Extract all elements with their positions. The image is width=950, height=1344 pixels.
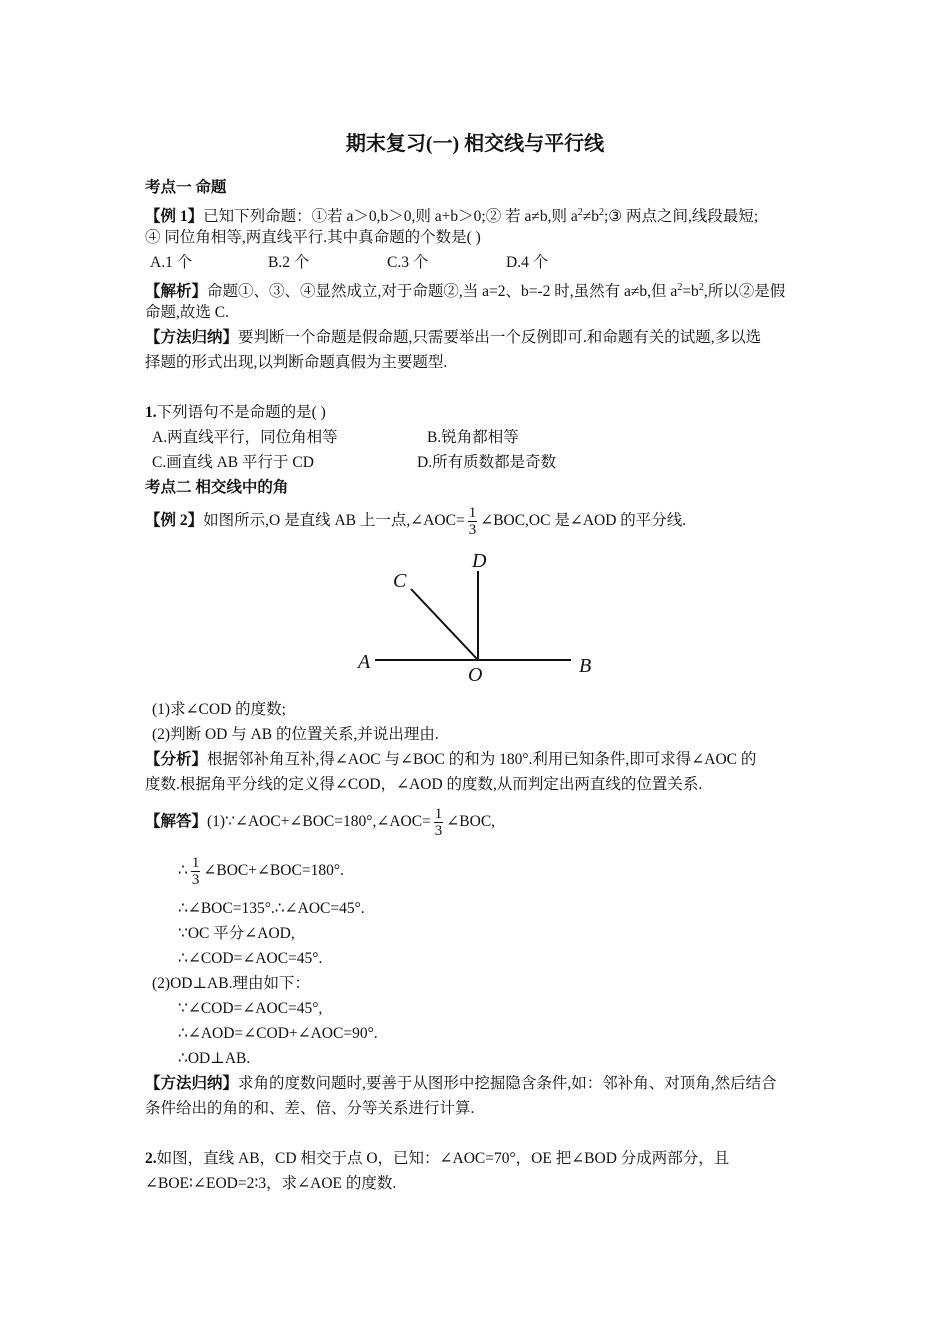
example-2-analysis-line-1: 【分析】根据邻补角互补,得∠AOC 与∠BOC 的和为 180°.利用已知条件,即可求得∠AOC 的 xyxy=(145,751,757,768)
question-1-number: 1. xyxy=(145,404,157,421)
example-2-tag: 【例 2】 xyxy=(145,512,204,529)
example-1-method-line-2: 择题的形式出现,以判断命题真假为主要题型. xyxy=(145,354,448,371)
example-1-analysis-line-2: 命题,故选 C. xyxy=(145,304,229,321)
example-2-answer-line-5: ∴∠COD=∠AOC=45°. xyxy=(178,950,323,967)
example-2-subquestion-2: (2)判断 OD 与 AB 的位置关系,并说出理由. xyxy=(152,726,439,743)
example-1-line-2: ④ 同位角相等,两直线平行.其中真命题的个数是( ) xyxy=(145,229,481,246)
example-1-method-line-1: 【方法归纳】要判断一个命题是假命题,只需要举出一个反例即可.和命题有关的试题,多以选 xyxy=(145,329,762,346)
example-1-option-b: B.2 个 xyxy=(268,254,310,271)
question-1-option-b: B.锐角都相等 xyxy=(427,429,519,446)
example-1-analysis-tag: 【解析】 xyxy=(145,283,208,300)
example-1-line-1: 【例 1】已知下列命题：①若 a＞0,b＞0,则 a+b＞0;② 若 a≠b,则 $a^2\ne b^2;③$ 两点之间,线段最短; xyxy=(145,207,759,225)
example-2-method-line-2: 条件给出的角的和、差、倍、分等关系进行计算. xyxy=(145,1100,475,1117)
label-o: O xyxy=(468,664,483,685)
label-b: B xyxy=(579,655,592,677)
question-2-number: 2. xyxy=(145,1150,157,1167)
ray-oc xyxy=(411,589,478,660)
example-2-answer-line-4: ∵OC 平分∠AOD, xyxy=(178,925,295,942)
question-1-option-a: A.两直线平行，同位角相等 xyxy=(152,429,338,446)
label-c: C xyxy=(393,570,407,592)
fraction-one-third: $\frac{1}{3}$ xyxy=(434,805,443,839)
example-2-answer-line-9: ∴OD⊥AB. xyxy=(178,1050,251,1067)
question-1-stem: 1.下列语句不是命题的是( ) xyxy=(145,404,326,421)
example-2-answer-line-8: ∴∠AOD=∠COD+∠AOC=90°. xyxy=(178,1025,378,1042)
example-2-answer-tag: 【解答】 xyxy=(145,813,208,830)
fraction-one-third: $\frac{1}{3}$ xyxy=(468,504,477,538)
example-1-analysis-line-1: 【解析】命题①、③、④显然成立,对于命题②,当 a=2、b=-2 时,虽然有 a≠b,但 $a^2=b^2$,所以②是假 xyxy=(145,282,786,300)
example-2-method-line-1: 【方法归纳】求角的度数问题时,要善于从图形中挖掘隐含条件,如：邻补角、对顶角,然后结合 xyxy=(145,1075,777,1092)
example-1-tag: 【例 1】 xyxy=(145,208,204,225)
example-2-analysis-line-2: 度数.根据角平分线的定义得∠COD，∠AOD 的度数,从而判定出两直线的位置关系. xyxy=(145,776,703,793)
section-2-heading: 考点二 相交线中的角 xyxy=(145,479,289,496)
question-2-line-1: 2.如图，直线 AB，CD 相交于点 O，已知：∠AOC=70°，OE 把∠BOD 分成两部分，且 xyxy=(145,1150,730,1167)
example-2-analysis-tag: 【分析】 xyxy=(145,751,208,768)
question-1-option-d: D.所有质数都是奇数 xyxy=(417,454,557,471)
example-2-answer-line-3: ∴∠BOC=135°.∴∠AOC=45°. xyxy=(178,900,365,917)
angle-figure xyxy=(355,545,605,685)
label-d: D xyxy=(472,550,487,572)
fraction-one-third: $\frac{1}{3}$ xyxy=(191,854,200,888)
label-a: A xyxy=(358,651,371,673)
example-2-answer-line-6: (2)OD⊥AB.理由如下： xyxy=(152,975,310,992)
example-1-method-tag: 【方法归纳】 xyxy=(145,329,239,346)
example-2-subquestion-1: (1)求∠COD 的度数; xyxy=(152,701,286,718)
page-title: 期末复习(一) 相交线与平行线 xyxy=(345,133,605,155)
example-1-option-a: A.1 个 xyxy=(150,254,193,271)
example-2-stem: 【例 2】如图所示,O 是直线 AB 上一点,∠AOC= $\frac{1}{3}$ ∠BOC,OC 是∠AOD 的平分线. xyxy=(145,504,687,538)
example-2-answer-line-1: 【解答】(1)∵∠AOC+∠BOC=180°,∠AOC= $\frac{1}{3}$ ∠BOC, xyxy=(145,805,496,839)
example-1-option-c: C.3 个 xyxy=(387,254,429,271)
example-2-answer-line-7: ∵∠COD=∠AOC=45°, xyxy=(178,1000,323,1017)
example-1-option-d: D.4 个 xyxy=(506,254,549,271)
question-2-line-2: ∠BOE∶∠EOD=2∶3，求∠AOE 的度数. xyxy=(145,1175,397,1192)
example-2-method-tag: 【方法归纳】 xyxy=(145,1075,239,1092)
question-1-option-c: C.画直线 AB 平行于 CD xyxy=(152,454,314,471)
example-2-answer-line-2: ∴ $\frac{1}{3}$ ∠BOC+∠BOC=180°. xyxy=(178,854,344,888)
section-1-heading: 考点一 命题 xyxy=(145,179,227,196)
